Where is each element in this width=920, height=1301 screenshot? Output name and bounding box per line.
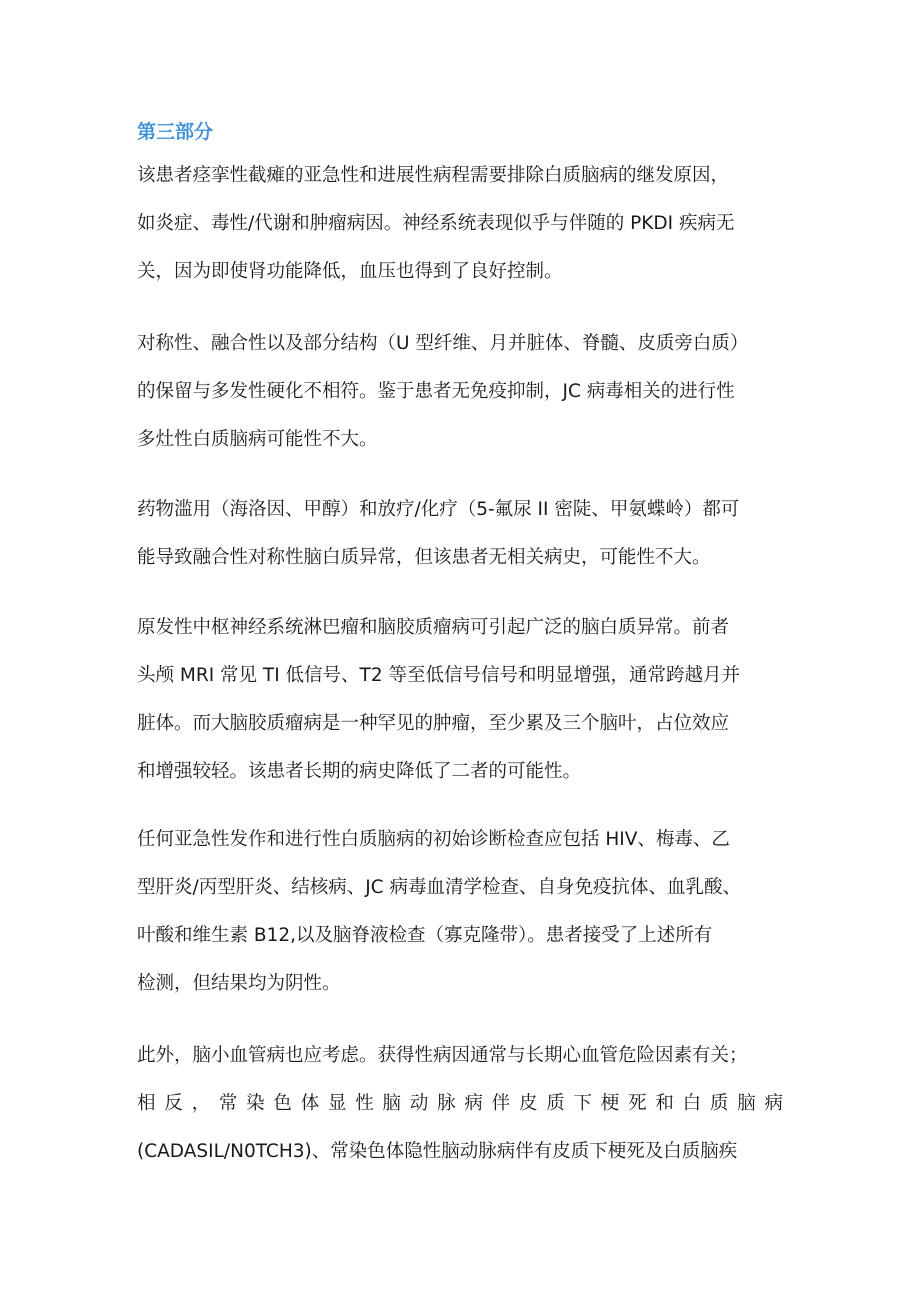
- paragraph-3: [137, 486, 783, 582]
- text-line: 能导致融合性对称性脑白质异常，但该患者无相关病史，可能性不大。: [137, 547, 711, 568]
- text-line: 脏体。而大脑胶质瘤病是一种罕见的肿瘤，至少累及三个脑叶，占位效应: [137, 713, 730, 734]
- paragraph-2: [137, 320, 783, 464]
- text-line: 头颅 MRI 常见 TI 低信号、T2 等至低信号信号和明显增强，通常跨越月并: [137, 665, 741, 686]
- text-line: 的保留与多发性硬化不相符。鉴于患者无免疫抑制，JC 病毒相关的进行性: [137, 381, 735, 402]
- paragraph-6: [137, 1032, 783, 1176]
- paragraph-1: [137, 152, 783, 296]
- text-line: 对称性、融合性以及部分结构（U 型纤维、月并脏体、脊髓、皮质旁白质）: [137, 333, 749, 354]
- text-line: 叶酸和维生素 B12,以及脑脊液检查（寡克隆带）。患者接受了上述所有: [137, 925, 713, 946]
- text-line: 原发性中枢神经系统淋巴瘤和脑胶质瘤病可引起广泛的脑白质异常。前者: [137, 617, 730, 638]
- text-line: 如炎症、毒性/代谢和肿瘤病因。神经系统表现似乎与伴随的 PKDI 疾病无: [137, 213, 735, 234]
- text-line: 多灶性白质脑病可能性不大。: [137, 429, 378, 450]
- text-line: (CADASIL/N0TCH3)、常染色体隐性脑动脉病伴有皮质下梗死及白质脑疾: [137, 1141, 738, 1162]
- section-title: 第三部分: [137, 121, 214, 143]
- text-line: 任何亚急性发作和进行性白质脑病的初始诊断检查应包括 HIV、梅毒、乙: [137, 829, 730, 850]
- text-line: 和增强较轻。该患者长期的病史降低了二者的可能性。: [137, 761, 582, 782]
- text-line: 药物滥用（海洛因、甲醇）和放疗/化疗（5-氟尿 II 密陡、甲氨蝶岭）都可: [137, 499, 740, 520]
- text-line: 相反，常染色体显性脑动脉病伴皮质下梗死和白质脑病: [137, 1093, 783, 1114]
- text-line: 型肝炎/丙型肝炎、结核病、JC 病毒血清学检查、自身免疫抗体、血乳酸、: [137, 877, 741, 898]
- text-line: 该患者痉挛性截瘫的亚急性和进展性病程需要排除白质脑病的继发原因，: [137, 165, 730, 186]
- text-line: 关，因为即使肾功能降低，血压也得到了良好控制。: [137, 261, 563, 282]
- text-line: 此外，脑小血管病也应考虑。获得性病因通常与长期心血管危险因素有关；: [137, 1045, 748, 1066]
- paragraph-4: [137, 604, 783, 796]
- paragraph-5: [137, 816, 783, 1008]
- text-line: 检测，但结果均为阴性。: [137, 973, 341, 994]
